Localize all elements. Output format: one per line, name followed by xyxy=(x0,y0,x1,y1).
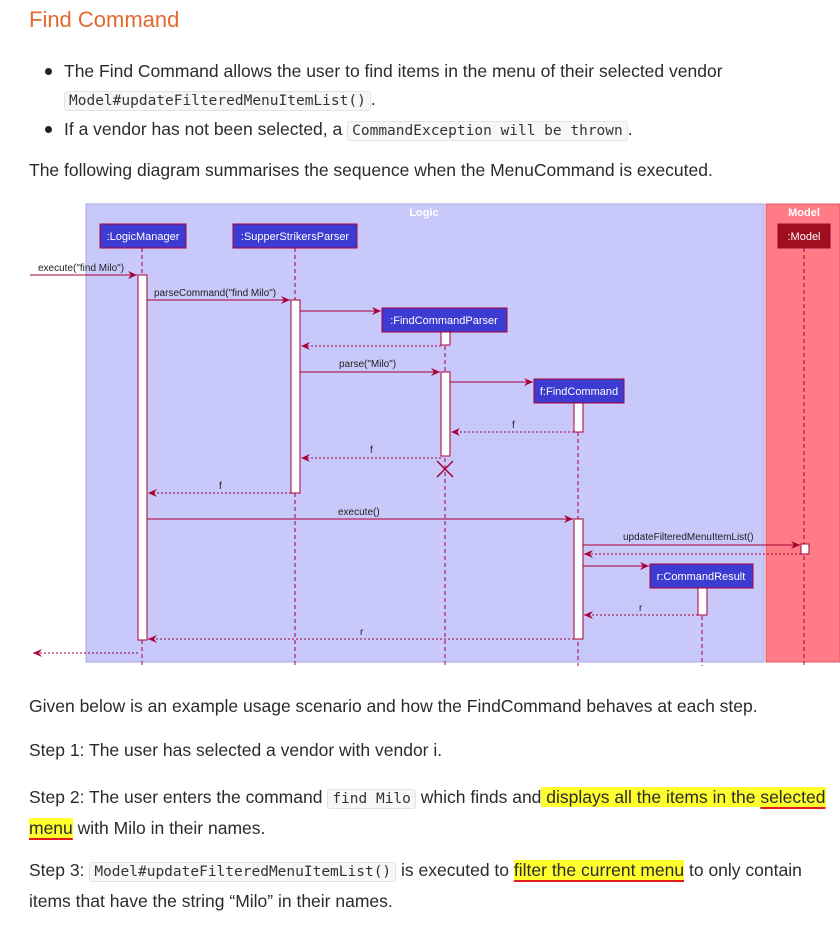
label-return-f1: f xyxy=(512,420,515,431)
inline-code: Model#updateFilteredMenuItemList() xyxy=(89,862,396,882)
label-return-r2: r xyxy=(360,627,364,638)
activation-find-parser-1 xyxy=(441,332,450,345)
svg-text:r:CommandResult: r:CommandResult xyxy=(656,571,746,583)
label-parse-command: parseCommand("find Milo") xyxy=(154,288,277,299)
activation-command-result xyxy=(698,588,707,615)
svg-text::LogicManager: :LogicManager xyxy=(106,231,180,243)
svg-text::FindCommandParser: :FindCommandParser xyxy=(390,315,498,327)
activation-parser xyxy=(291,300,300,493)
model-frame-label: Model xyxy=(788,207,820,219)
bullet-text: The Find Command allows the user to find items in the menu of their selected vendor xyxy=(64,61,723,81)
svg-text:f:FindCommand: f:FindCommand xyxy=(539,386,619,398)
activation-find-command-1 xyxy=(574,403,583,432)
bullet-dot-icon xyxy=(45,126,52,133)
svg-text::Model: :Model xyxy=(787,231,821,243)
label-execute: execute() xyxy=(338,507,380,518)
label-execute-in: execute("find Milo") xyxy=(38,263,125,274)
logic-frame-label: Logic xyxy=(409,207,439,219)
label-return-f2: f xyxy=(370,445,373,456)
label-update: updateFilteredMenuItemList() xyxy=(623,532,754,543)
inline-code: find Milo xyxy=(327,789,416,809)
activation-find-parser-2 xyxy=(441,372,450,456)
label-parse: parse("Milo") xyxy=(339,359,397,370)
logic-frame xyxy=(86,204,764,662)
activation-logic-manager xyxy=(138,275,147,640)
feature-bullet-list xyxy=(28,57,828,145)
inline-code: CommandException will be thrown xyxy=(347,121,628,141)
page-title: Find Command xyxy=(29,7,180,32)
bullet-text: If a vendor has not been selected, a xyxy=(64,119,343,139)
label-return-f3: f xyxy=(219,481,222,492)
svg-text::SupperStrikersParser: :SupperStrikersParser xyxy=(240,231,350,243)
inline-code: Model#updateFilteredMenuItemList() xyxy=(64,91,371,111)
bullet-item: If a vendor has not been selected, a CommandException will be thrown . xyxy=(28,115,828,145)
diagram-intro: The following diagram summarises the sequence when the MenuCommand is executed. xyxy=(29,160,713,180)
model-frame xyxy=(766,204,840,662)
activation-model xyxy=(801,544,809,554)
bullet-item: The Find Command allows the user to find items in the menu of their selected vendor Model#updateFilteredMenuItemList() . xyxy=(28,57,828,115)
sequence-diagram xyxy=(28,200,840,666)
step-1: Step 1: The user has selected a vendor with vendor i. xyxy=(29,740,443,760)
scenario-text: Given below is an example usage scenario and how the FindCommand behaves at each step. xyxy=(29,696,758,716)
activation-find-command-2 xyxy=(574,519,583,639)
label-return-r1: r xyxy=(639,603,643,614)
highlight: displays all the items in the selected menu xyxy=(29,787,826,838)
step-2: Step 2: The user enters the command find Milo which finds and displays all the items in the selected menu with Milo in their names. xyxy=(29,787,826,838)
bullet-dot-icon xyxy=(45,68,52,75)
step-3: Step 3: Model#updateFilteredMenuItemList() is executed to filter the current menu to only contain items that have the string “Milo” in their names. xyxy=(29,860,802,911)
highlight: filter the current menu xyxy=(513,860,685,880)
